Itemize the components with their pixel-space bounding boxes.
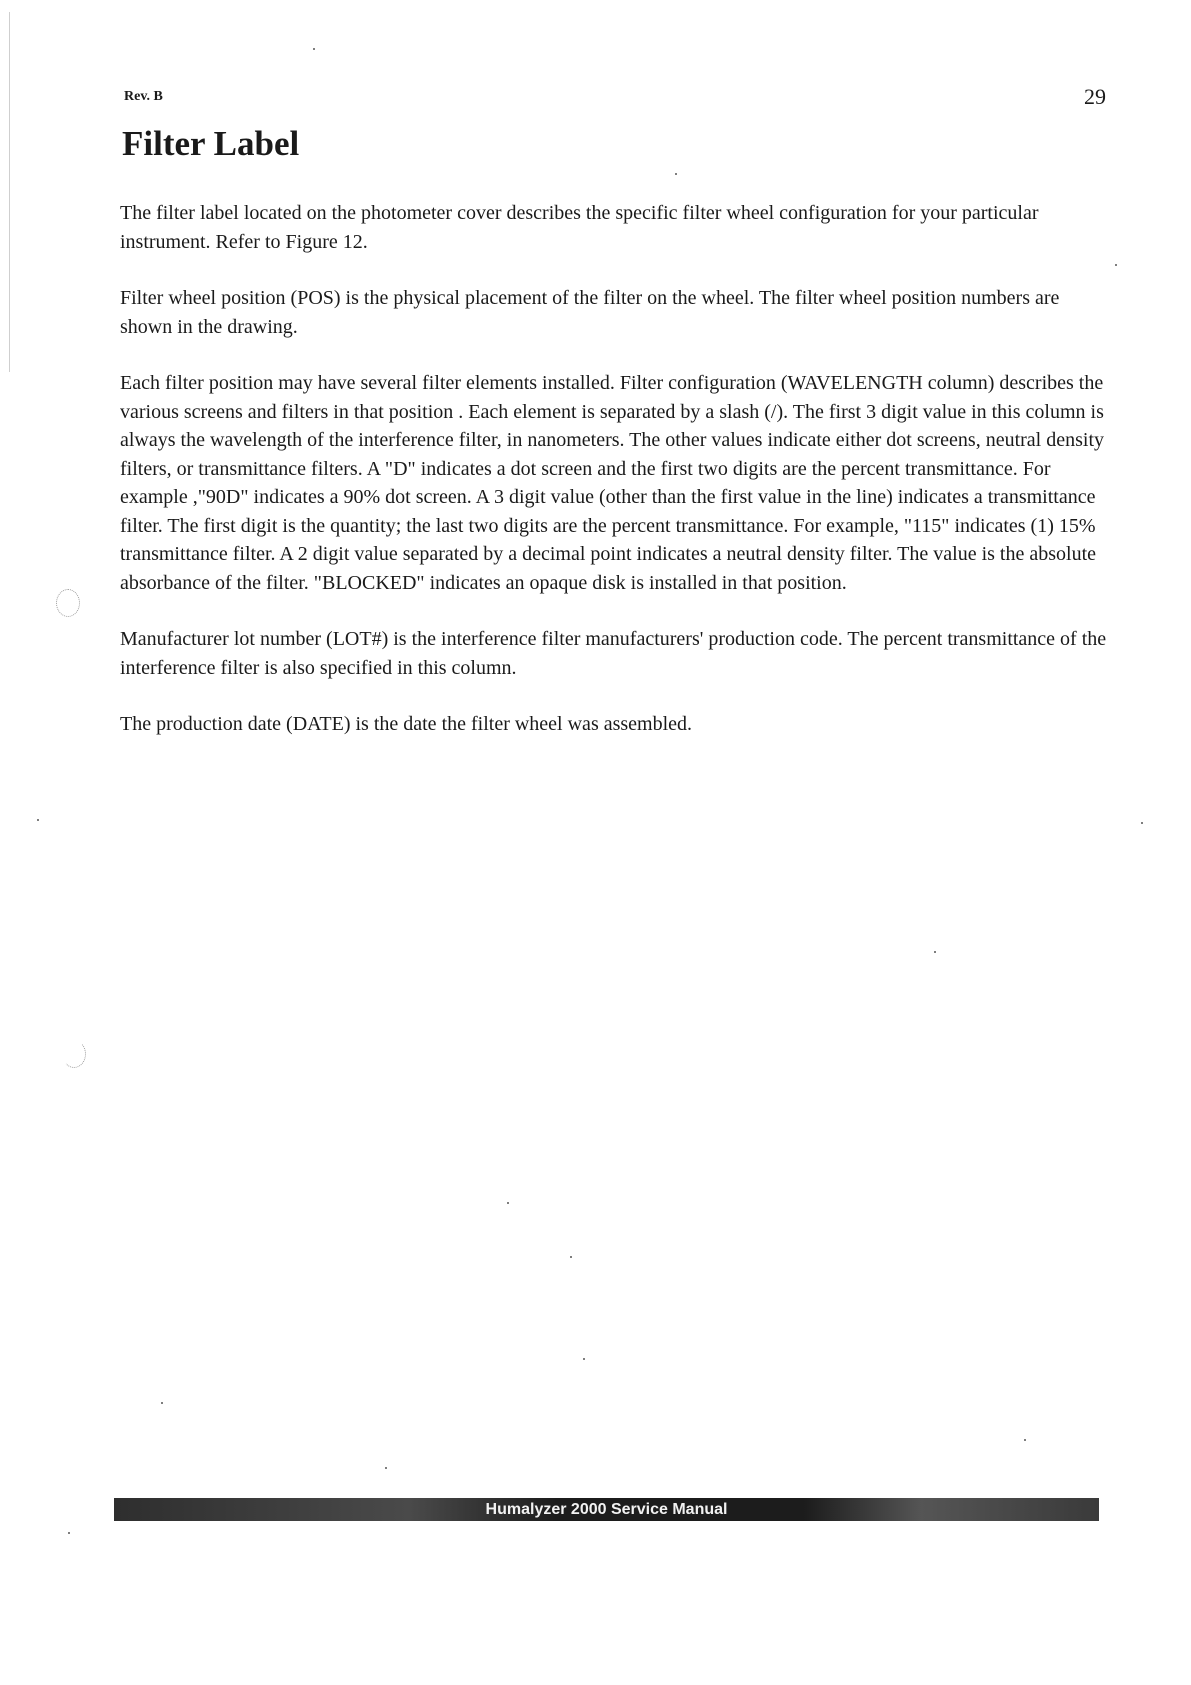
scan-speck [161,1402,163,1404]
revision-label: Rev. B [124,89,163,104]
scan-speck [570,1256,572,1258]
scan-speck [313,48,315,50]
paragraph-filter-configuration: Each filter position may have several filter elements installed. Filter configuration (WAVELENGTH column) describes the various screens and filters in that position . Each element is separated by a slash (/). The first 3 digit value in this column is always the wavelength of the interference filter, in nanometers. The other values indicate either dot screens, neutral density filters, or transmittance filters. A "D" indicates a dot screen and the first two digits are the percent transmittance. For example ,"90D" indicates a 90% dot screen. A 3 digit value (other than the first value in the line) indicates a transmittance filter. The first digit is the quantity; the last two digits are the percent transmittance. For example, "115" indicates (1) 15% transmittance filter. A 2 digit value separated by a decimal point indicates a neutral density filter. The value is the absolute absorbance of the filter. "BLOCKED" indicates an opaque disk is installed in that position. [120,372,1105,594]
scan-speck [385,1467,387,1469]
scan-speck [37,819,39,821]
scan-speck [1141,822,1143,824]
paragraph-filter-label-intro: The filter label located on the photometer cover describes the specific filter wheel configuration for your particular instrument. Refer to Figure 12. [120,202,1039,253]
page-number: 29 [1084,84,1106,109]
scan-speck [583,1358,585,1360]
footer-bar [114,1498,1099,1521]
punch-hole-mark [62,1040,86,1068]
scan-speck [934,951,936,953]
paragraph-production-date: The production date (DATE) is the date the filter wheel was assembled. [120,713,693,735]
punch-hole-mark [56,589,80,617]
scan-speck [507,1202,509,1204]
scan-speck [1024,1439,1026,1441]
paragraph-lot-number: Manufacturer lot number (LOT#) is the interference filter manufacturers' production code. The percent transmittance of the interference filter is also specified in this column. [120,628,1107,679]
footer-manual-title: Humalyzer 2000 Service Manual [485,1501,728,1518]
binding-edge-line [9,12,10,372]
scan-speck [675,173,677,175]
body-text [120,199,1110,767]
scan-speck [1115,264,1117,266]
scan-speck [68,1532,70,1534]
page-title: Filter Label [122,124,300,163]
paragraph-filter-position: Filter wheel position (POS) is the physical placement of the filter on the wheel. The filter wheel position numbers are shown in the drawing. [120,287,1060,338]
